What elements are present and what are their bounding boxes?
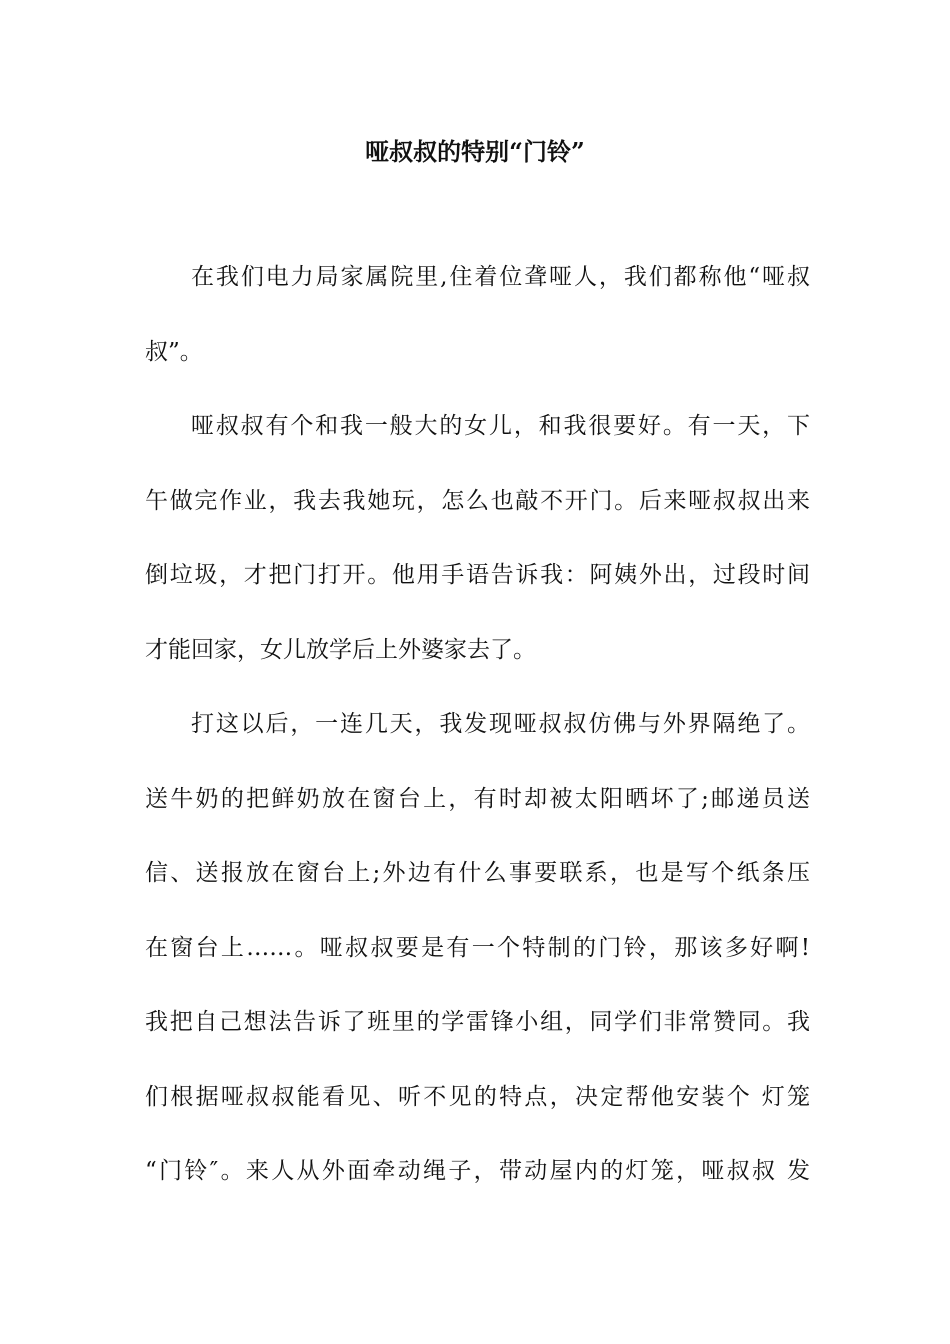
document-title: 哑叔叔的特别“门铃” bbox=[365, 137, 585, 166]
paragraph-line: 送牛奶的把鲜奶放在窗台上，有时却被太阳晒坏了;邮递员送 bbox=[145, 785, 810, 812]
paragraph-line: “门铃″。来人从外面牵动绳子，带动屋内的灯笼，哑叔叔 发 bbox=[145, 1158, 810, 1184]
paragraph-line: 叔”。 bbox=[145, 338, 203, 365]
paragraph-line: 在我们电力局家属院里,住着位聋哑人，我们都称他“哑叔 bbox=[191, 264, 810, 290]
paragraph-line: 在窗台上……。哑叔叔要是有一个特制的门铃，那该多好啊! bbox=[145, 934, 810, 961]
paragraph-line: 哑叔叔有个和我一般大的女儿，和我很要好。有一天，下 bbox=[191, 413, 810, 439]
paragraph-line: 午做完作业，我去我她玩，怎么也敲不开门。后来哑叔叔出来 bbox=[145, 487, 810, 514]
paragraph-line: 我把自己想法告诉了班里的学雷锋小组，同学们非常赞同。我 bbox=[145, 1009, 810, 1035]
paragraph-line: 才能回家，女儿放学后上外婆家去了。 bbox=[145, 636, 536, 663]
paragraph-line: 们根据哑叔叔能看见、听不见的特点，决定帮他安装个 灯笼 bbox=[145, 1083, 810, 1110]
paragraph-line: 信、送报放在窗台上;外边有什么事要联系，也是写个纸条压 bbox=[145, 860, 810, 886]
document-body bbox=[145, 240, 810, 1209]
paragraph-line: 打这以后，一连几天，我发现哑叔叔仿佛与外界隔绝了。 bbox=[191, 711, 810, 737]
paragraph-line: 倒垃圾，才把门打开。他用手语告诉我：阿姨外出，过段时间 bbox=[145, 562, 810, 588]
